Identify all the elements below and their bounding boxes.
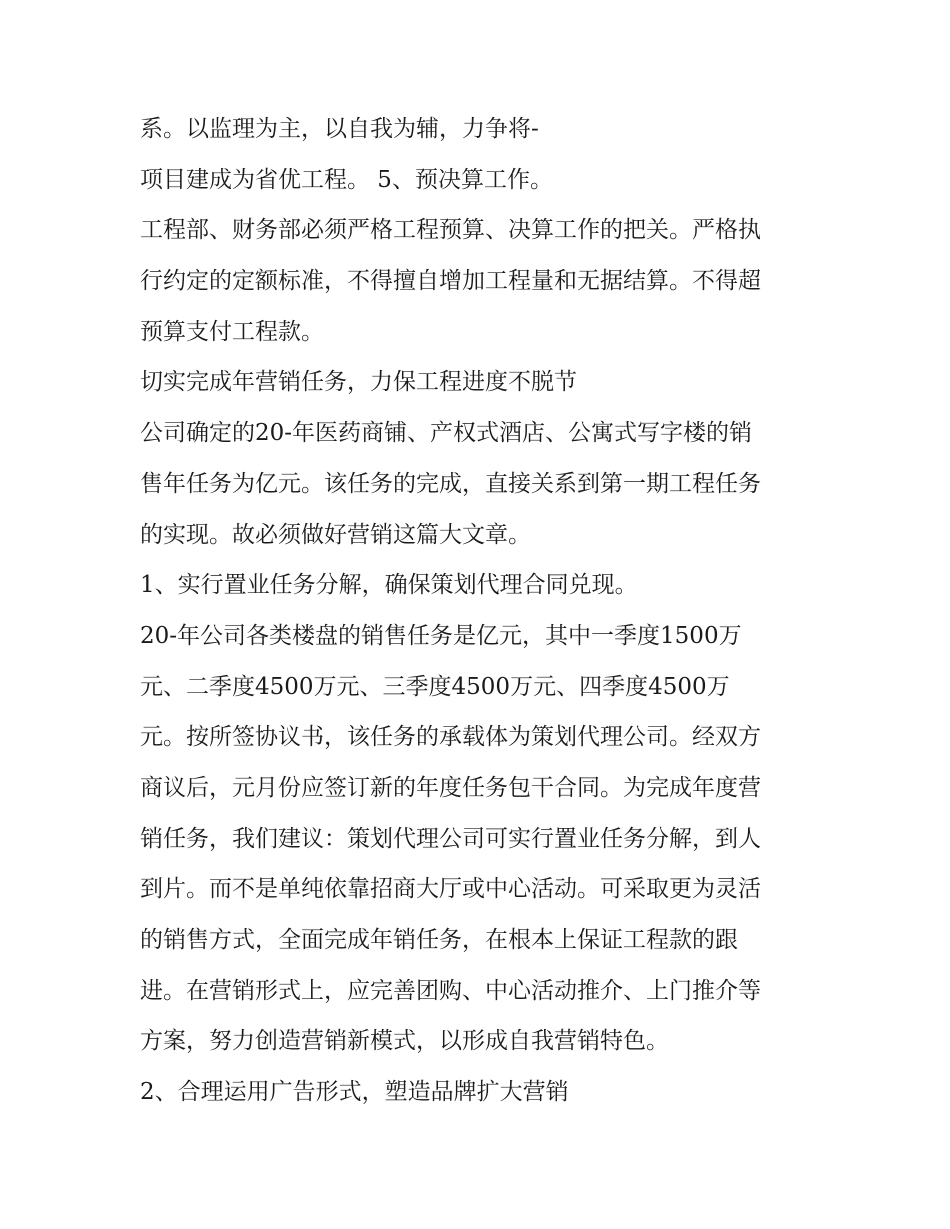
text-line: 元、二季度4500万元、三季度4500万元、四季度4500万 — [140, 673, 730, 700]
text-line: 20-年公司各类楼盘的销售任务是亿元，其中一季度1500万 — [140, 622, 742, 649]
document-body — [140, 104, 830, 1118]
text-line: 行约定的定额标准，不得擅自增加工程量和无据结算。不得超 — [140, 268, 761, 295]
text-line: 元。按所签协议书，该任务的承载体为策划代理公司。经双方 — [140, 724, 761, 751]
text-line: 预算支付工程款。 — [140, 318, 324, 345]
subsection-heading: 2、合理运用广告形式，塑造品牌扩大营销 — [140, 1079, 569, 1106]
text-line: 售年任务为亿元。该任务的完成，直接关系到第一期工程任务 — [140, 470, 761, 497]
text-line: 到片。而不是单纯依靠招商大厅或中心活动。可采取更为灵活 — [140, 876, 761, 903]
text-line: 公司确定的20-年医药商铺、产权式酒店、公寓式写字楼的销 — [140, 420, 753, 447]
text-line: 进。在营销形式上，应完善团购、中心活动推介、上门推介等 — [140, 977, 761, 1004]
text-line: 方案，努力创造营销新模式，以形成自我营销特色。 — [140, 1028, 669, 1055]
text-line: 工程部、财务部必须严格工程预算、决算工作的把关。严格执 — [140, 217, 761, 244]
subsection-heading: 1、实行置业任务分解，确保策划代理合同兑现。 — [140, 572, 638, 599]
text-line: 的销售方式，全面完成年销任务，在根本上保证工程款的跟 — [140, 927, 738, 953]
text-line: 项目建成为省优工程。 5、预决算工作。 — [140, 166, 553, 193]
section-heading: 切实完成年营销任务，力保工程进度不脱节 — [140, 369, 577, 396]
text-line: 商议后，元月份应签订新的年度任务包干合同。为完成年度营 — [140, 774, 761, 801]
text-line: 系。以监理为主，以自我为辅，力争将- — [140, 116, 539, 142]
text-line: 的实现。故必须做好营销这篇大文章。 — [140, 521, 531, 548]
text-line: 销任务，我们建议：策划代理公司可实行置业任务分解，到人 — [140, 825, 761, 852]
